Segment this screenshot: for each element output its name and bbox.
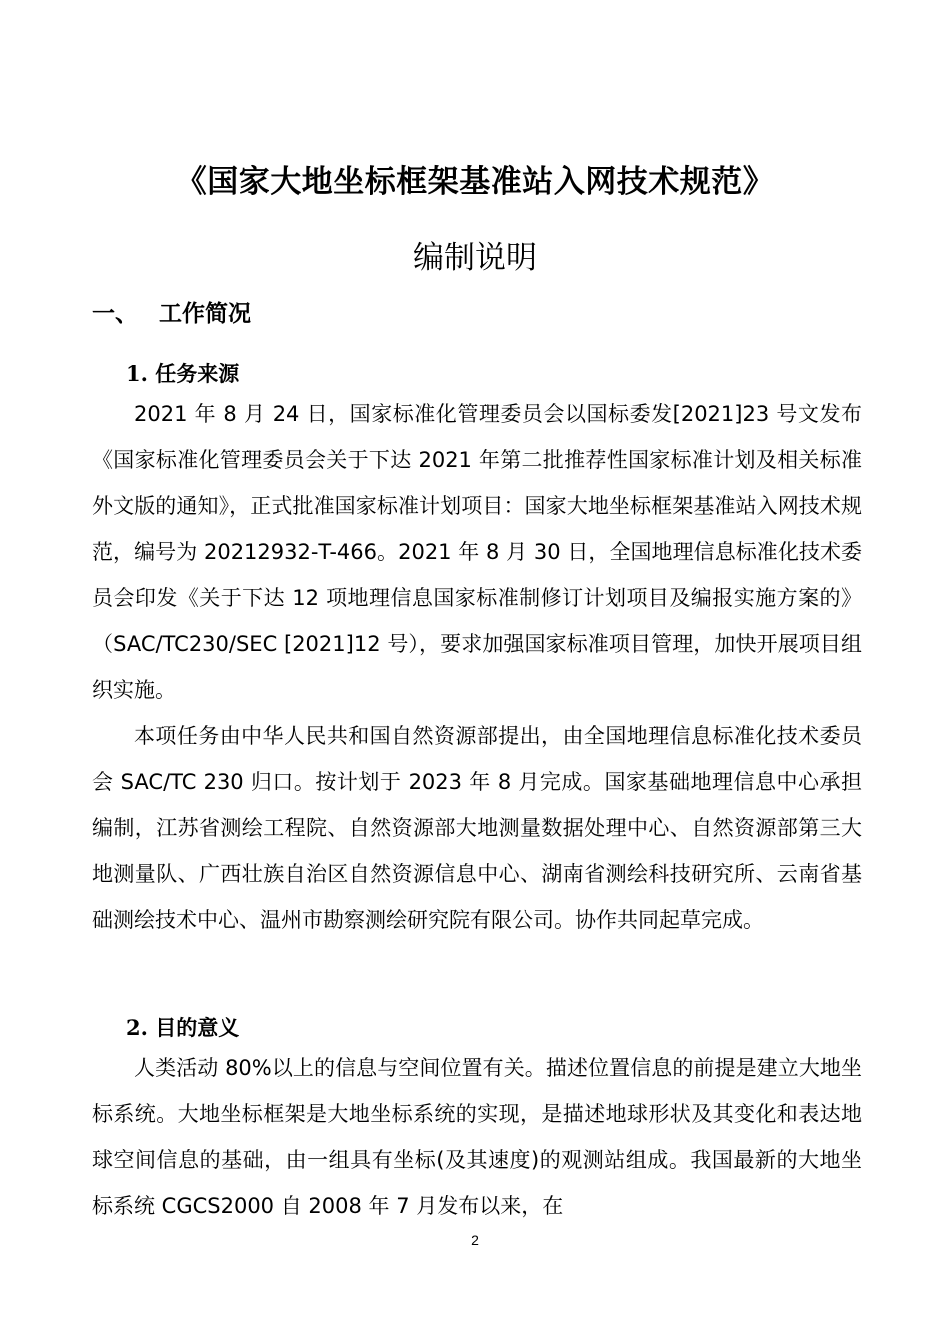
task-source-body	[92, 391, 862, 943]
paragraph: 人类活动 80%以上的信息与空间位置有关。描述位置信息的前提是建立大地坐标系统。大地坐标框架是大地坐标系统的实现，是描述地球形状及其变化和表达地球空间信息的基础，由一组具有坐标(及其速度)的观测站组成。我国最新的大地坐标系统 CGCS2000 自 2008 年 7 月发布以来，在	[92, 1056, 862, 1218]
section-heading	[92, 296, 251, 332]
subsection-number: 2.	[126, 1015, 148, 1040]
purpose-body	[92, 1045, 862, 1229]
subsection-heading-purpose	[126, 1011, 239, 1045]
subsection-title: 任务来源	[155, 362, 240, 386]
subsection-title: 目的意义	[155, 1016, 240, 1040]
subsection-heading-task-source	[126, 357, 239, 391]
section-title: 工作简况	[159, 301, 251, 327]
paragraph: 本项任务由中华人民共和国自然资源部提出，由全国地理信息标准化技术委员会 SAC/TC 230 归口。按计划于 2023 年 8 月完成。国家基础地理信息中心承担编制，江苏省测绘工程院、自然资源部大地测量数据处理中心、自然资源部第三大地测量队、广西壮族自治区自然资源信息中心、湖南省测绘科技研究所、云南省基础测绘技术中心、温州市勘察测绘研究院有限公司。协作共同起草完成。	[92, 724, 862, 932]
page-number: 2	[471, 1232, 479, 1248]
section-number: 一、	[92, 301, 138, 327]
document-title: 《国家大地坐标框架基准站入网技术规范》	[175, 164, 775, 200]
subsection-number: 1.	[126, 361, 148, 386]
document-subtitle: 编制说明	[413, 240, 537, 276]
paragraph: 2021 年 8 月 24 日，国家标准化管理委员会以国标委发[2021]23 号文发布《国家标准化管理委员会关于下达 2021 年第二批推荐性国家标准计划及相关标准外文版的通知》，正式批准国家标准计划项目：国家大地坐标框架基准站入网技术规范，编号为 20212932-T-466。2021 年 8 月 30 日，全国地理信息标准化技术委员会印发《关于下达 12 项地理信息国家标准制修订计划项目及编报实施方案的》（SAC/TC230/SEC [2021]12 号），要求加强国家标准项目管理，加快开展项目组织实施。	[92, 402, 862, 702]
